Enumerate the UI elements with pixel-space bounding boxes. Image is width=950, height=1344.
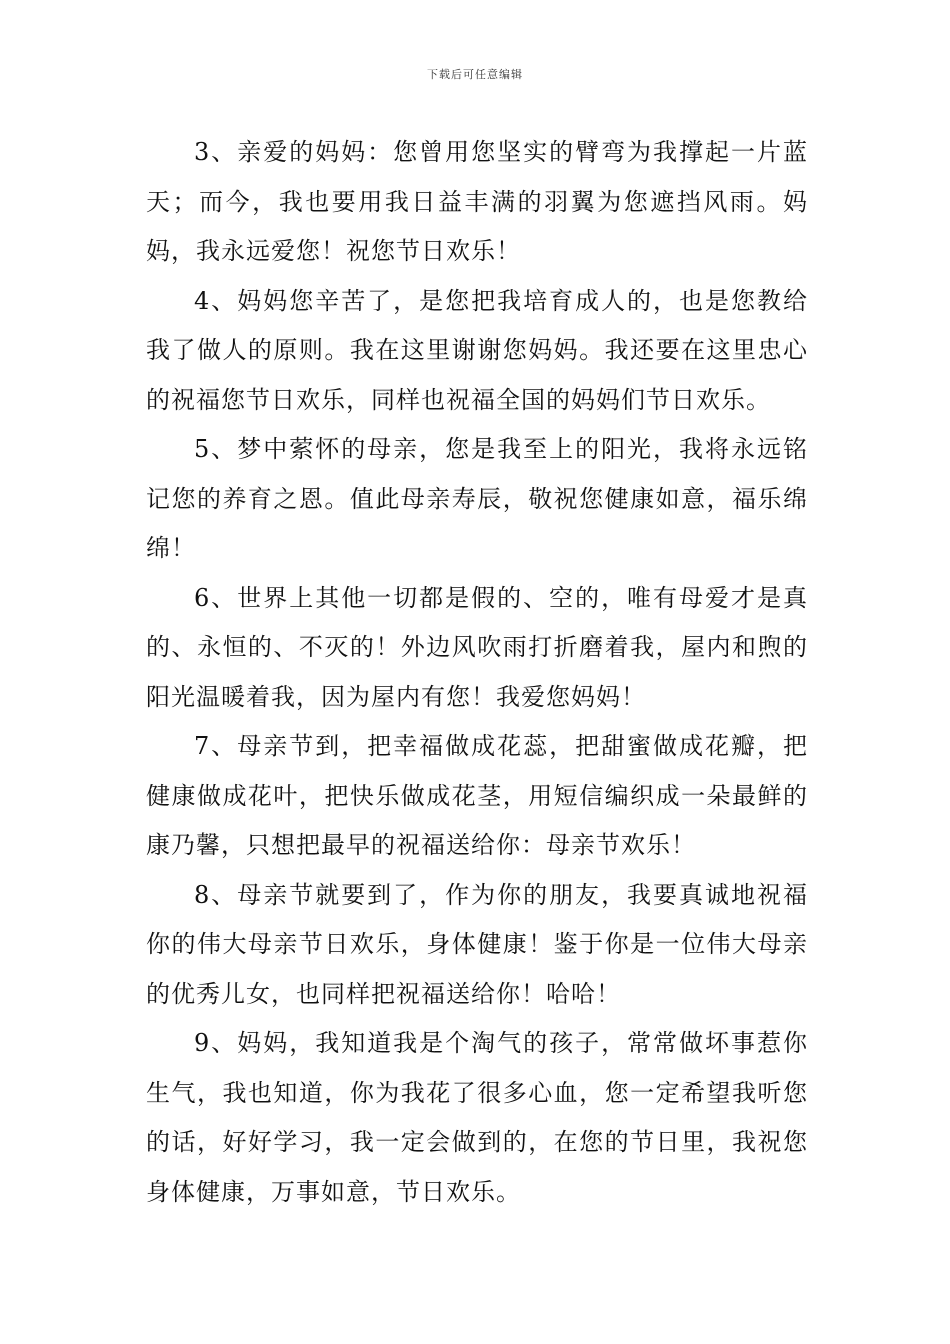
paragraph-8: 8、母亲节就要到了，作为你的朋友，我要真诚地祝福你的伟大母亲节日欢乐，身体健康！鉴于你是一位伟大母亲的优秀儿女，也同样把祝福送给你！哈哈！: [146, 880, 808, 1008]
paragraph-6: 6、世界上其他一切都是假的、空的，唯有母爱才是真的、永恒的、不灭的！外边风吹雨打折磨着我，屋内和煦的阳光温暖着我，因为屋内有您！我爱您妈妈！: [146, 583, 808, 711]
document-body: [146, 128, 808, 1217]
header-note: 下载后可任意编辑: [427, 68, 523, 81]
paragraph-5: 5、梦中萦怀的母亲，您是我至上的阳光，我将永远铭记您的养育之恩。值此母亲寿辰，敬祝您健康如意，福乐绵绵！: [146, 435, 808, 562]
paragraph-7: 7、母亲节到，把幸福做成花蕊，把甜蜜做成花瓣，把健康做成花叶，把快乐做成花茎，用短信编织成一朵最鲜的康乃馨，只想把最早的祝福送给你：母亲节欢乐！: [146, 732, 808, 859]
paragraph-4: 4、妈妈您辛苦了，是您把我培育成人的，也是您教给我了做人的原则。我在这里谢谢您妈妈。我还要在这里忠心的祝福您节日欢乐，同样也祝福全国的妈妈们节日欢乐。: [146, 286, 808, 414]
paragraph-9: 9、妈妈，我知道我是个淘气的孩子，常常做坏事惹你生气，我也知道，你为我花了很多心血，您一定希望我听您的话，好好学习，我一定会做到的，在您的节日里，我祝您身体健康，万事如意，节日欢乐。: [146, 1029, 808, 1206]
paragraph-3: 3、亲爱的妈妈：您曾用您坚实的臂弯为我撑起一片蓝天；而今，我也要用我日益丰满的羽翼为您遮挡风雨。妈妈，我永远爱您！祝您节日欢乐！: [146, 138, 808, 265]
